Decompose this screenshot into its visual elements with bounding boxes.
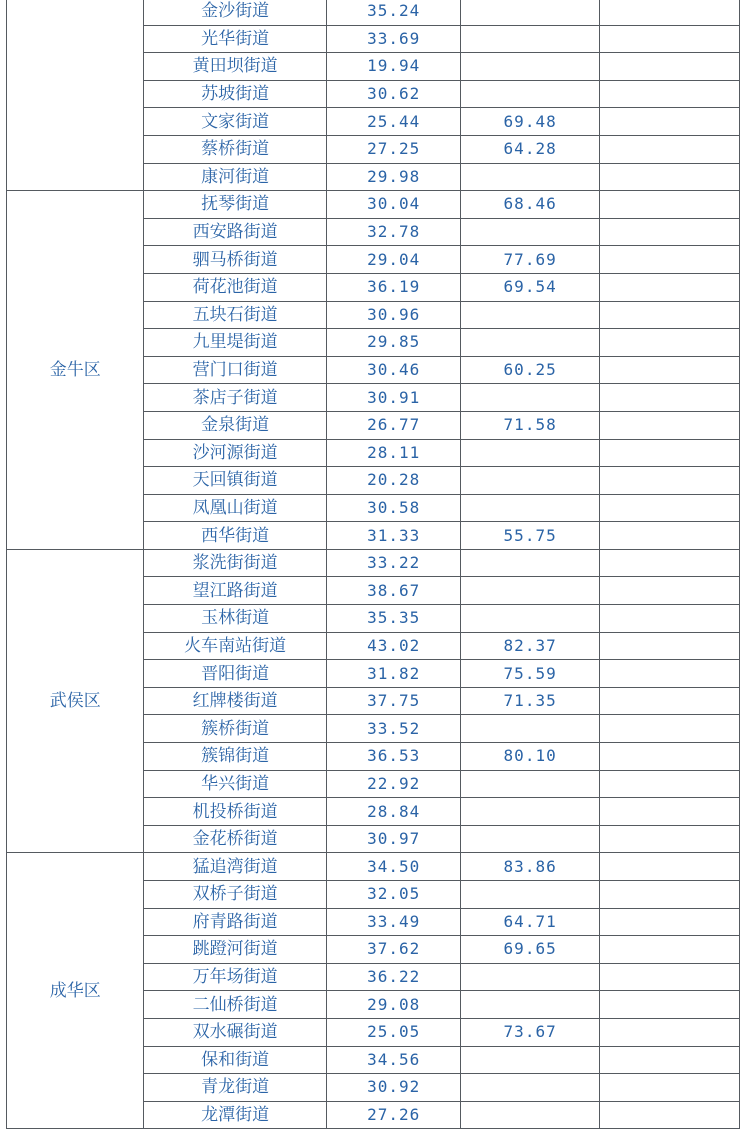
empty-cell — [599, 853, 739, 881]
value-cell-1: 33.69 — [326, 25, 460, 53]
value-cell-2: 83.86 — [461, 853, 599, 881]
street-name-cell: 晋阳街道 — [144, 660, 326, 688]
empty-cell — [599, 770, 739, 798]
street-name-cell: 府青路街道 — [144, 908, 326, 936]
empty-cell — [599, 549, 739, 577]
value-cell-2 — [461, 715, 599, 743]
street-name-cell: 簇桥街道 — [144, 715, 326, 743]
empty-cell — [599, 798, 739, 826]
street-name-cell: 金花桥街道 — [144, 825, 326, 853]
value-cell-2: 80.10 — [461, 743, 599, 771]
empty-cell — [599, 246, 739, 274]
value-cell-1: 36.19 — [326, 273, 460, 301]
empty-cell — [599, 825, 739, 853]
table-body — [7, 0, 740, 1129]
street-name-cell: 五块石街道 — [144, 301, 326, 329]
empty-cell — [599, 80, 739, 108]
street-name-cell: 龙潭街道 — [144, 1101, 326, 1129]
value-cell-1: 28.84 — [326, 798, 460, 826]
empty-cell — [599, 632, 739, 660]
street-name-cell: 猛追湾街道 — [144, 853, 326, 881]
street-name-cell: 茶店子街道 — [144, 384, 326, 412]
district-cell: 成华区 — [7, 853, 144, 1129]
value-cell-2 — [461, 577, 599, 605]
street-name-cell: 金泉街道 — [144, 411, 326, 439]
value-cell-2: 64.71 — [461, 908, 599, 936]
value-cell-1: 30.04 — [326, 191, 460, 219]
street-name-cell: 簇锦街道 — [144, 743, 326, 771]
value-cell-1: 31.33 — [326, 522, 460, 550]
value-cell-1: 30.92 — [326, 1074, 460, 1102]
street-name-cell: 黄田坝街道 — [144, 53, 326, 81]
empty-cell — [599, 273, 739, 301]
value-cell-1: 22.92 — [326, 770, 460, 798]
value-cell-2 — [461, 991, 599, 1019]
value-cell-2 — [461, 798, 599, 826]
street-name-cell: 机投桥街道 — [144, 798, 326, 826]
value-cell-2: 71.35 — [461, 687, 599, 715]
value-cell-2: 75.59 — [461, 660, 599, 688]
value-cell-1: 30.91 — [326, 384, 460, 412]
empty-cell — [599, 881, 739, 909]
value-cell-2 — [461, 467, 599, 495]
value-cell-1: 20.28 — [326, 467, 460, 495]
value-cell-2 — [461, 494, 599, 522]
street-name-cell: 西安路街道 — [144, 218, 326, 246]
value-cell-2 — [461, 329, 599, 357]
street-name-cell: 九里堤街道 — [144, 329, 326, 357]
empty-cell — [599, 53, 739, 81]
value-cell-1: 29.04 — [326, 246, 460, 274]
value-cell-2 — [461, 25, 599, 53]
street-name-cell: 沙河源街道 — [144, 439, 326, 467]
empty-cell — [599, 25, 739, 53]
value-cell-2 — [461, 605, 599, 633]
value-cell-1: 34.56 — [326, 1046, 460, 1074]
empty-cell — [599, 135, 739, 163]
street-name-cell: 驷马桥街道 — [144, 246, 326, 274]
empty-cell — [599, 411, 739, 439]
value-cell-1: 43.02 — [326, 632, 460, 660]
street-name-cell: 跳蹬河街道 — [144, 936, 326, 964]
value-cell-1: 32.78 — [326, 218, 460, 246]
empty-cell — [599, 191, 739, 219]
value-cell-2: 69.54 — [461, 273, 599, 301]
value-cell-1: 28.11 — [326, 439, 460, 467]
district-cell — [7, 0, 144, 191]
street-name-cell: 营门口街道 — [144, 356, 326, 384]
value-cell-1: 30.46 — [326, 356, 460, 384]
value-cell-1: 38.67 — [326, 577, 460, 605]
value-cell-2 — [461, 549, 599, 577]
value-cell-1: 33.52 — [326, 715, 460, 743]
value-cell-1: 32.05 — [326, 881, 460, 909]
value-cell-2 — [461, 301, 599, 329]
empty-cell — [599, 467, 739, 495]
value-cell-2 — [461, 384, 599, 412]
street-name-cell: 双桥子街道 — [144, 881, 326, 909]
street-name-cell: 红牌楼街道 — [144, 687, 326, 715]
empty-cell — [599, 991, 739, 1019]
value-cell-1: 31.82 — [326, 660, 460, 688]
empty-cell — [599, 963, 739, 991]
empty-cell — [599, 329, 739, 357]
district-cell: 金牛区 — [7, 191, 144, 550]
street-name-cell: 玉林街道 — [144, 605, 326, 633]
street-name-cell: 蔡桥街道 — [144, 135, 326, 163]
street-name-cell: 康河街道 — [144, 163, 326, 191]
street-name-cell: 荷花池街道 — [144, 273, 326, 301]
street-name-cell: 浆洗街街道 — [144, 549, 326, 577]
value-cell-1: 34.50 — [326, 853, 460, 881]
value-cell-2 — [461, 770, 599, 798]
value-cell-2 — [461, 0, 599, 25]
empty-cell — [599, 301, 739, 329]
value-cell-2: 71.58 — [461, 411, 599, 439]
value-cell-2 — [461, 53, 599, 81]
empty-cell — [599, 577, 739, 605]
street-name-cell: 双水碾街道 — [144, 1018, 326, 1046]
value-cell-1: 36.22 — [326, 963, 460, 991]
value-cell-1: 25.44 — [326, 108, 460, 136]
value-cell-1: 29.85 — [326, 329, 460, 357]
street-name-cell: 火车南站街道 — [144, 632, 326, 660]
empty-cell — [599, 108, 739, 136]
empty-cell — [599, 384, 739, 412]
value-cell-2 — [461, 80, 599, 108]
value-cell-1: 33.22 — [326, 549, 460, 577]
value-cell-1: 35.35 — [326, 605, 460, 633]
empty-cell — [599, 163, 739, 191]
empty-cell — [599, 356, 739, 384]
value-cell-2 — [461, 1046, 599, 1074]
value-cell-2 — [461, 218, 599, 246]
value-cell-1: 36.53 — [326, 743, 460, 771]
value-cell-2 — [461, 1074, 599, 1102]
empty-cell — [599, 605, 739, 633]
value-cell-2: 69.65 — [461, 936, 599, 964]
table-row — [7, 549, 740, 577]
value-cell-2 — [461, 963, 599, 991]
empty-cell — [599, 494, 739, 522]
value-cell-2 — [461, 163, 599, 191]
empty-cell — [599, 1046, 739, 1074]
table-row — [7, 0, 740, 25]
empty-cell — [599, 1074, 739, 1102]
empty-cell — [599, 439, 739, 467]
value-cell-2 — [461, 439, 599, 467]
empty-cell — [599, 0, 739, 25]
empty-cell — [599, 687, 739, 715]
street-name-cell: 保和街道 — [144, 1046, 326, 1074]
value-cell-2 — [461, 1101, 599, 1129]
street-data-table — [6, 0, 740, 1129]
value-cell-2 — [461, 825, 599, 853]
value-cell-1: 30.62 — [326, 80, 460, 108]
empty-cell — [599, 660, 739, 688]
street-name-cell: 凤凰山街道 — [144, 494, 326, 522]
street-name-cell: 文家街道 — [144, 108, 326, 136]
street-name-cell: 万年场街道 — [144, 963, 326, 991]
value-cell-1: 29.98 — [326, 163, 460, 191]
street-name-cell: 华兴街道 — [144, 770, 326, 798]
value-cell-2: 69.48 — [461, 108, 599, 136]
street-name-cell: 金沙街道 — [144, 0, 326, 25]
table-row — [7, 191, 740, 219]
street-name-cell: 青龙街道 — [144, 1074, 326, 1102]
value-cell-2: 68.46 — [461, 191, 599, 219]
value-cell-1: 25.05 — [326, 1018, 460, 1046]
value-cell-1: 27.26 — [326, 1101, 460, 1129]
value-cell-2: 64.28 — [461, 135, 599, 163]
district-cell: 武侯区 — [7, 549, 144, 853]
street-name-cell: 西华街道 — [144, 522, 326, 550]
empty-cell — [599, 218, 739, 246]
empty-cell — [599, 936, 739, 964]
value-cell-2: 55.75 — [461, 522, 599, 550]
value-cell-2: 82.37 — [461, 632, 599, 660]
value-cell-1: 26.77 — [326, 411, 460, 439]
empty-cell — [599, 1101, 739, 1129]
street-name-cell: 苏坡街道 — [144, 80, 326, 108]
empty-cell — [599, 715, 739, 743]
value-cell-1: 27.25 — [326, 135, 460, 163]
street-name-cell: 抚琴街道 — [144, 191, 326, 219]
street-name-cell: 光华街道 — [144, 25, 326, 53]
value-cell-2 — [461, 881, 599, 909]
empty-cell — [599, 743, 739, 771]
street-name-cell: 望江路街道 — [144, 577, 326, 605]
value-cell-1: 30.58 — [326, 494, 460, 522]
value-cell-2: 77.69 — [461, 246, 599, 274]
street-name-cell: 天回镇街道 — [144, 467, 326, 495]
value-cell-2: 73.67 — [461, 1018, 599, 1046]
street-name-cell: 二仙桥街道 — [144, 991, 326, 1019]
empty-cell — [599, 522, 739, 550]
value-cell-1: 19.94 — [326, 53, 460, 81]
empty-cell — [599, 908, 739, 936]
value-cell-2: 60.25 — [461, 356, 599, 384]
empty-cell — [599, 1018, 739, 1046]
value-cell-1: 35.24 — [326, 0, 460, 25]
value-cell-1: 29.08 — [326, 991, 460, 1019]
value-cell-1: 37.62 — [326, 936, 460, 964]
value-cell-1: 37.75 — [326, 687, 460, 715]
table-row — [7, 853, 740, 881]
value-cell-1: 33.49 — [326, 908, 460, 936]
value-cell-1: 30.97 — [326, 825, 460, 853]
value-cell-1: 30.96 — [326, 301, 460, 329]
